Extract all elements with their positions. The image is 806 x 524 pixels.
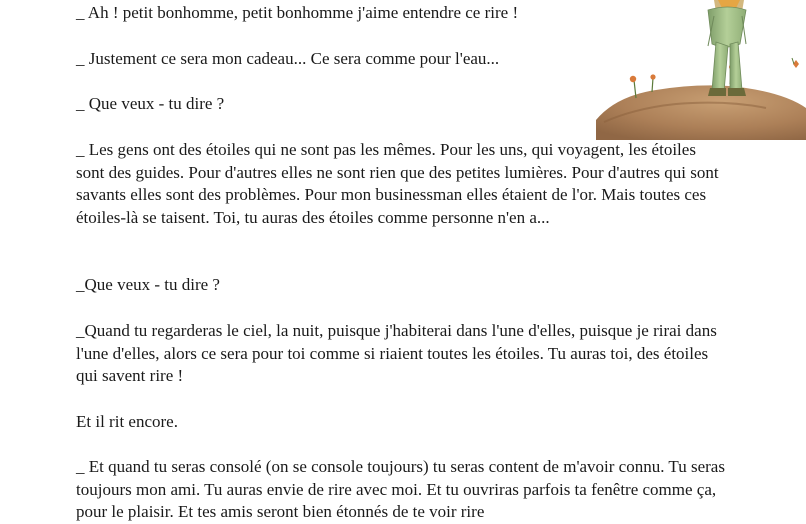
paragraph-3: _ Que veux - tu dire ? xyxy=(76,94,225,113)
paragraph-4: _ Les gens ont des étoiles qui ne sont pas les mêmes. Pour les uns, qui voyagent, les étoiles sont des guides. Pour d'autres elles ne sont rien que des petites lumières. Pour d'autres qui sont savants elles sont des problèmes. Pour mon businessman elles étaient de l'or. Mais toutes ces étoiles-là se taisent. Toi, tu auras des étoiles comme personne n'en a... xyxy=(76,140,719,227)
little-prince-illustration-icon xyxy=(596,0,806,140)
paragraph-2: _ Justement ce sera mon cadeau... Ce sera comme pour l'eau... xyxy=(76,49,500,68)
paragraph-6: _Quand tu regarderas le ciel, la nuit, puisque j'habiterai dans l'une d'elles, puisque je rirai dans l'une d'elles, alors ce sera pour toi comme si riaient toutes les étoiles. Tu auras toi, des étoiles qui savent rire ! xyxy=(76,321,717,385)
paragraph-5: _Que veux - tu dire ? xyxy=(76,275,220,294)
paragraph-7: Et il rit encore. xyxy=(76,412,178,431)
paragraph-8: _ Et quand tu seras consolé (on se console toujours) tu seras content de m'avoir connu. Tu seras toujours mon ami. Tu auras envie de rire avec moi. Et tu ouvriras parfois ta fenêtre comme ça, pour le plaisir. Et tes amis seront bien étonnés de te voir rire xyxy=(76,457,725,521)
paragraph-1: _ Ah ! petit bonhomme, petit bonhomme j'aime entendre ce rire ! xyxy=(76,3,519,22)
